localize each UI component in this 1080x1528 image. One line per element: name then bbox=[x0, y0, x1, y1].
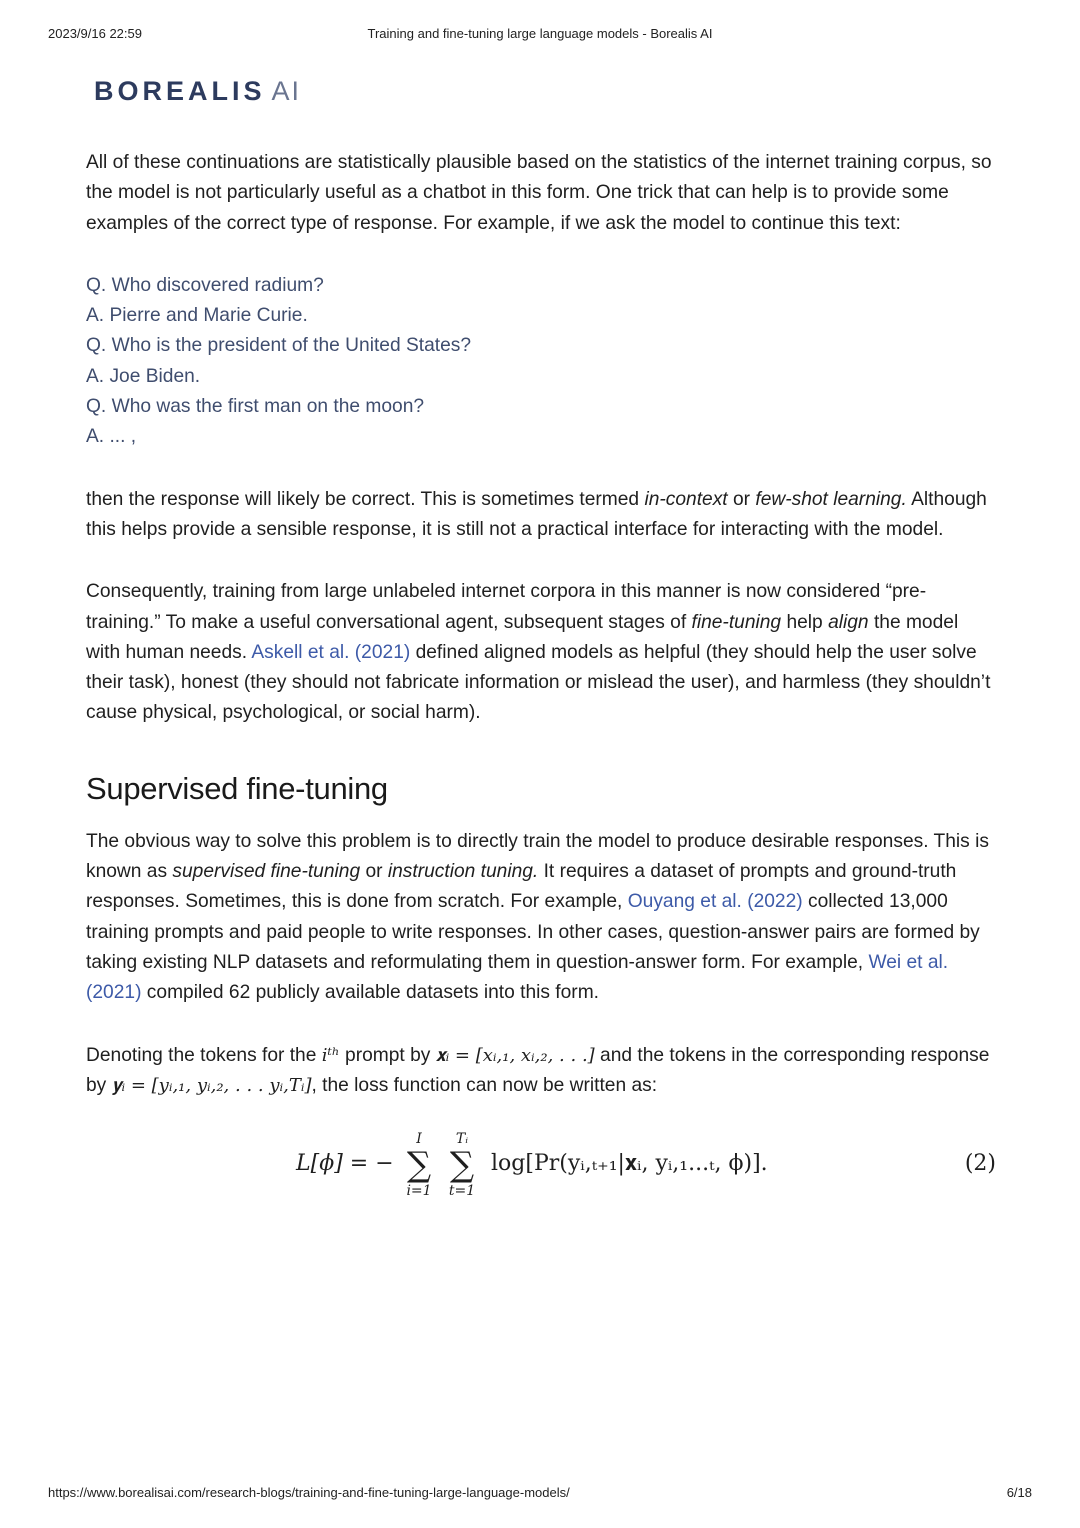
equation-body bbox=[296, 1121, 796, 1217]
link-askell-2021[interactable]: Askell et al. (2021) bbox=[251, 641, 411, 663]
equation-log-term: log[Pr(yᵢ,ₜ₊₁|𝐱ᵢ, yᵢ,₁...ₜ, ϕ)]. bbox=[491, 1151, 768, 1177]
term-instruction-tuning: instruction tuning. bbox=[387, 861, 539, 883]
sum-over-i: I ∑ i=1 bbox=[406, 1131, 432, 1200]
qa-line: Q. Who was the first man on the moon? bbox=[86, 396, 425, 418]
borealis-logo[interactable] bbox=[94, 76, 301, 107]
qa-line: Q. Who discovered radium? bbox=[86, 274, 324, 296]
qa-line: Q. Who is the president of the United States? bbox=[86, 335, 472, 357]
logo-brand: BOREALIS bbox=[94, 76, 266, 106]
paragraph-notation: Denoting the tokens for the iᵗʰ prompt by 𝐱ᵢ = [xᵢ,₁, xᵢ,₂, . . .] and the tokens in the corresponding response by 𝐲ᵢ = [yᵢ,₁, yᵢ,₂, . . . yᵢ,Tᵢ], the loss function can now be written as: bbox=[86, 1044, 990, 1096]
term-fine-tuning: fine-tuning bbox=[691, 611, 782, 633]
term-supervised-fine-tuning: supervised fine-tuning bbox=[172, 861, 361, 883]
link-ouyang-2022[interactable]: Ouyang et al. (2022) bbox=[627, 891, 803, 913]
term-align: align bbox=[828, 611, 869, 633]
math-x-i: 𝐱ᵢ = [xᵢ,₁, xᵢ,₂, . . .] bbox=[435, 1044, 595, 1066]
logo-suffix: AI bbox=[271, 76, 302, 106]
paragraph-continuations: All of these continuations are statistically plausible based on the statistics of the internet training corpus, so the model is not particularly useful as a chatbot in this form. One trick that can help is to provide some examples of the correct type of response. For example, if we ask the model to continue this text: bbox=[86, 152, 992, 234]
math-i-th: iᵗʰ bbox=[321, 1044, 340, 1066]
page-number: 6/18 bbox=[1006, 1485, 1032, 1500]
print-date: 2023/9/16 22:59 bbox=[48, 26, 142, 41]
math-y-i: 𝐲ᵢ = [yᵢ,₁, yᵢ,₂, . . . yᵢ,Tᵢ] bbox=[111, 1074, 312, 1096]
paragraph-sft: The obvious way to solve this problem is to directly train the model to produce desirable responses. This is known as supervised fine-tuning or instruction tuning. It requires a dataset of prompts and ground-truth responses. Sometimes, this is done from scratch. For example, Ouyang et al. (2022) collected 13,000 training prompts and paid people to write responses. In other cases, question-answer pairs are formed by taking existing NLP datasets and reformulating them in question-answer form. For example, Wei et al. (2021) compiled 62 publicly available datasets into this form. bbox=[86, 830, 989, 1004]
qa-line: A. ... , bbox=[86, 426, 137, 448]
print-page-title: Training and fine-tuning large language models - Borealis AI bbox=[367, 26, 713, 41]
section-heading: Supervised fine-tuning bbox=[86, 770, 388, 806]
term-in-context: in-context bbox=[644, 488, 728, 510]
link-wei-2021[interactable]: Wei et al. (2021) bbox=[86, 951, 949, 1004]
qa-example-block bbox=[86, 271, 996, 453]
equation-lhs: L[ϕ] = − bbox=[296, 1151, 394, 1177]
equation-number: (2) bbox=[964, 1151, 996, 1177]
term-few-shot: few-shot learning. bbox=[755, 488, 907, 510]
print-footer bbox=[48, 1485, 1032, 1500]
sum-over-t: Tᵢ ∑ t=1 bbox=[448, 1131, 476, 1200]
article-body bbox=[86, 148, 996, 1217]
qa-line: A. Pierre and Marie Curie. bbox=[86, 305, 308, 327]
qa-line: A. Joe Biden. bbox=[86, 365, 201, 387]
print-url: https://www.borealisai.com/research-blogs/training-and-fine-tuning-large-language-models/ bbox=[48, 1485, 570, 1500]
paragraph-in-context: then the response will likely be correct. This is sometimes termed in-context or few-shot learning. Although this helps provide a sensible response, it is still not a practical interface for interacting with the model. bbox=[86, 488, 987, 540]
paragraph-pretraining: Consequently, training from large unlabeled internet corpora in this manner is now considered “pre-training.” To make a useful conversational agent, subsequent stages of fine-tuning help align the model with human needs. Askell et al. (2021) defined aligned models as helpful (they should help the user solve their task), honest (they should not fabricate information or mislead the user), and harmless (they shouldn’t cause physical, psychological, or social harm). bbox=[86, 581, 991, 724]
loss-equation bbox=[86, 1121, 996, 1217]
